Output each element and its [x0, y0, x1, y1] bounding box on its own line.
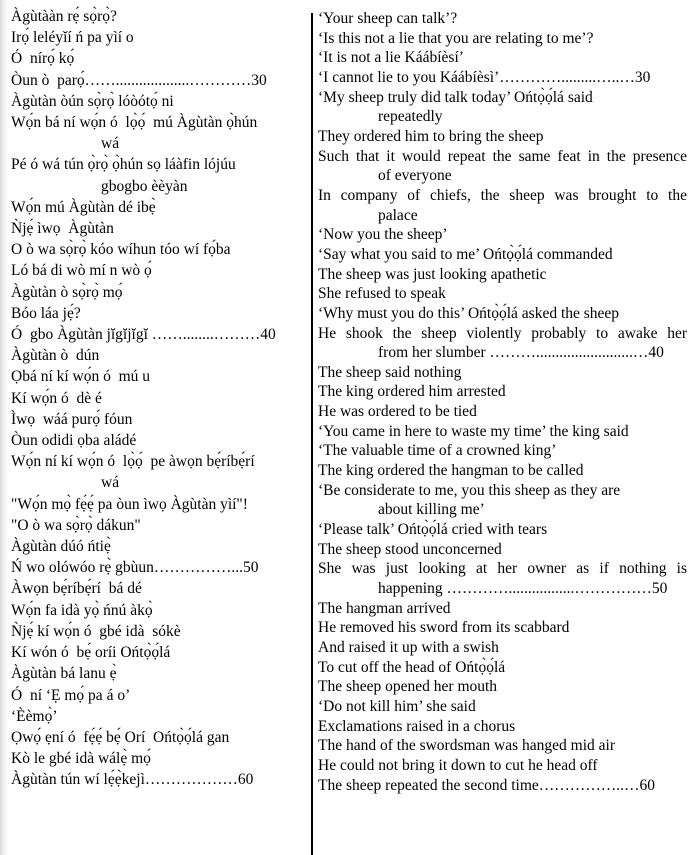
- text-line: Ó gbo Àgùtàn jĭgĭjĭgĭ ……........………40: [11, 326, 276, 344]
- text-line: Ọwọ́ ẹní ó fẹ́ẹ́ bẹ́ Orí Ońtọ̀ọ́lá gan: [11, 728, 230, 746]
- text-line: gbogbo èèyàn: [101, 177, 188, 195]
- text-line: Wọ́n mú Àgùtàn dé ibẹ̀: [11, 198, 156, 216]
- text-line: The sheep opened her mouth: [318, 678, 498, 696]
- text-line: ‘You came in here to waste my time’ the king said: [318, 422, 629, 440]
- text-line: The sheep repeated the second time……………..…60: [318, 776, 656, 794]
- text-line: ‘The valuable time of a crowned king’: [318, 442, 557, 460]
- text-line: ‘Be considerate to me, you this sheep as they are: [318, 481, 621, 499]
- text-line: He could not bring it down to cut he head off: [318, 756, 598, 774]
- text-line: Ó ní ‘Ẹ mọ́ pa á o’: [11, 686, 131, 704]
- text-line: Òun ò parọ́……...................…………30: [11, 71, 267, 89]
- text-line: Àgùtàn ò sọ̀rọ̀ mọ́: [11, 283, 123, 301]
- text-line: ‘Your sheep can talk’?: [318, 10, 458, 27]
- text-line: Kí wọ́n ó dè é: [11, 389, 102, 407]
- text-line: Pé ó wá tún ọ̀rọ̀ ọ̀hún sọ láàfin lójúu: [11, 156, 236, 174]
- text-line: Àwọn bẹ́ríbẹ́rí bá dé: [11, 580, 142, 598]
- text-line: O ò wa sọ̀rọ̀ kóo wíhun tóo wí fọ́ba: [11, 241, 231, 259]
- text-line: She was just looking at her owner as if nothing is: [318, 560, 687, 578]
- text-line: Àgùtàn òún sọ̀rọ̀ lóòótọ́ ni: [11, 92, 174, 110]
- text-line: The sheep said nothing: [318, 363, 462, 381]
- text-line: Ǹjẹ́ kí wọ́n ó gbé idà sókè: [11, 622, 181, 640]
- text-line: "O ò wa sọ̀rọ̀ dákun": [11, 516, 141, 534]
- text-line: Ń wo olówóo rẹ̀ gbùun……………...50: [11, 559, 259, 577]
- text-line: The hand of the swordsman was hanged mid air: [318, 737, 616, 755]
- text-line: Ìwọ wáá purọ́ fóun: [11, 410, 133, 428]
- text-line: Àgùtààn rẹ́ sọ̀rọ̀?: [11, 8, 117, 25]
- text-line: She refused to speak: [318, 285, 446, 303]
- text-line: Àgùtàn dúó ńtiẹ̀: [11, 538, 111, 556]
- text-line: ‘It is not a lie Káábíèsí’: [318, 49, 464, 67]
- text-line: Ló bá di wò mí n wò ọ́: [11, 262, 152, 280]
- text-line: wá: [101, 135, 120, 153]
- text-line: ‘Èèmọ̀’: [11, 707, 58, 725]
- text-line: Irọ́ leléyǐí ń pa yìí o: [11, 29, 134, 47]
- text-line: To cut off the head of Ońtọ̀ọ́lá: [318, 658, 506, 676]
- text-line: Àgùtàn bá lanu ẹ̀: [11, 665, 117, 683]
- text-line: ‘Do not kill him’ she said: [318, 697, 476, 715]
- text-line: ‘Why must you do this’ Ońtọ̀ọ́lá asked the sheep: [318, 304, 620, 322]
- text-line: The king ordered him arrested: [318, 383, 506, 401]
- text-line: The king ordered the hangman to be called: [318, 462, 584, 480]
- text-line: He removed his sword from its scabbard: [318, 619, 570, 637]
- text-line: Wọ́n bá ní wọ́n ó lọ̀ọ́ mú Àgùtàn ọ̀hún: [11, 114, 258, 132]
- text-line: In company of chiefs, the sheep was brought to the: [318, 186, 687, 204]
- text-line: happening ………….................……………50: [378, 580, 668, 598]
- text-line: "Wọ́n mọ̀ fẹ́ẹ́ pa òun ìwọ Àgùtàn yìí"!: [11, 495, 248, 513]
- text-line: ‘I cannot lie to you Káábíèsì’………….........…..…30: [318, 68, 651, 86]
- text-line: He shook the sheep violently probably to awake her: [318, 324, 687, 342]
- text-line: The sheep was just looking apathetic: [318, 265, 547, 283]
- yoruba-poem-column: [0, 6, 311, 791]
- text-line: The sheep stood unconcerned: [318, 540, 502, 558]
- english-translation-column: [318, 9, 687, 795]
- text-line: about killing me’: [378, 501, 485, 519]
- column-divider: [311, 13, 313, 855]
- text-line: Wọ́n ní kí wọ́n ó lọ̀ọ́ pe àwọn bẹ́ríbẹ́rí: [11, 453, 255, 471]
- text-line: ‘Please talk’ Ońtọ̀ọ́lá cried with tears: [318, 521, 548, 539]
- text-line: Ǹjẹ́ ìwọ Àgùtàn: [11, 220, 114, 238]
- text-line: ‘Now you the sheep’: [318, 226, 448, 244]
- text-line: ‘Is this not a lie that you are relating to me’?: [318, 29, 594, 47]
- text-line: Ọbá ní kí wọ́n ó mú u: [11, 368, 151, 386]
- text-line: They ordered him to bring the sheep: [318, 127, 544, 145]
- text-line: The hangman arrived: [318, 599, 451, 617]
- text-line: Kí wón ó bẹ́ oríi Ońtọ̀ọ́lá: [11, 644, 171, 662]
- text-line: ‘My sheep truly did talk today’ Ońtọ̀ọ́lá said: [318, 88, 593, 106]
- text-line: repeatedly: [378, 108, 443, 126]
- text-line: palace: [378, 206, 418, 224]
- text-line: Bóo láa jẹ́?: [11, 304, 81, 322]
- text-line: from her slumber ……….........................…40: [378, 344, 664, 362]
- text-line: ‘Say what you said to me’ Ońtọ̀ọ́lá commanded: [318, 245, 613, 263]
- text-line: wá: [101, 474, 120, 492]
- text-line: Ó nírọ́ kọ́: [11, 50, 75, 68]
- text-line: He was ordered to be tied: [318, 403, 477, 421]
- text-line: Àgùtàn ò dún: [11, 347, 100, 365]
- text-line: Such that it would repeat the same feat in the presence: [318, 147, 687, 165]
- text-line: Òun odidi ọba aládé: [11, 432, 137, 450]
- text-line: Kò le gbé idà wálẹ̀ mọ́: [11, 750, 151, 768]
- text-line: Wọ́n fa idà yọ̀ ńnú àkọ̀: [11, 601, 153, 619]
- text-line: Exclamations raised in a chorus: [318, 717, 516, 735]
- text-line: Àgùtàn tún wí lẹ́ẹ̀kejì………………60: [11, 771, 254, 789]
- text-line: And raised it up with a swish: [318, 639, 499, 656]
- text-line: of everyone: [378, 167, 452, 185]
